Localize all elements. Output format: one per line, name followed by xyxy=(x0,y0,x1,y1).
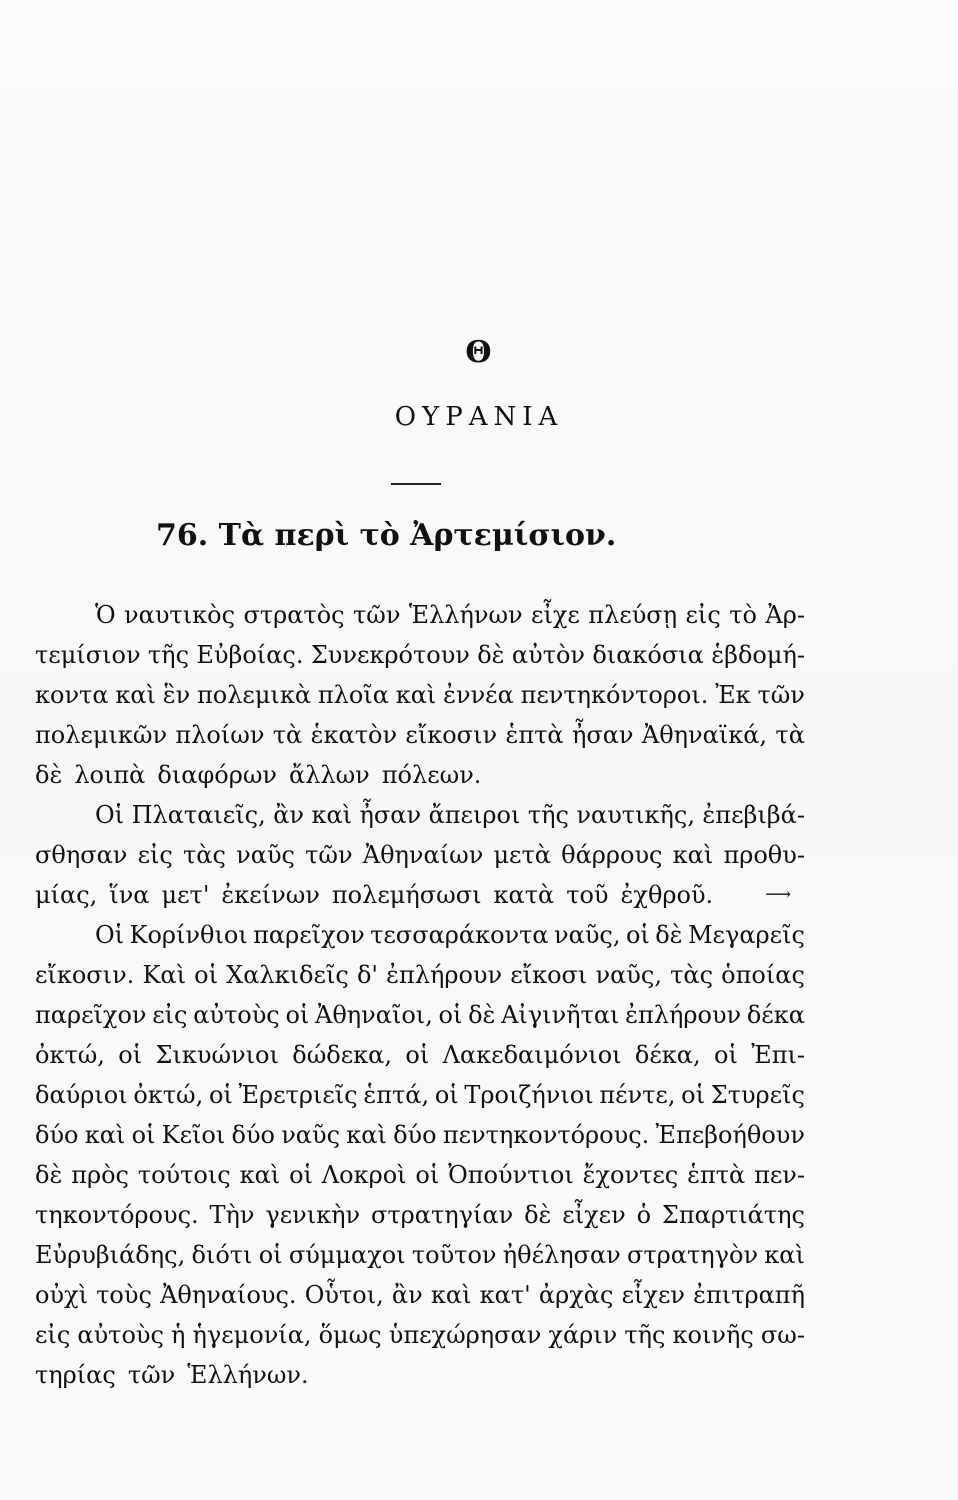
word: οἱ xyxy=(118,1041,143,1069)
word: Ἐκ xyxy=(715,681,751,709)
word: οὐχὶ xyxy=(35,1281,88,1309)
text-line xyxy=(35,635,805,675)
word: Ὁ xyxy=(95,601,116,629)
word: προθυ- xyxy=(723,841,805,869)
word: Ἀρ- xyxy=(765,601,805,629)
word: ἐπλήρουν xyxy=(625,1001,742,1029)
word: οἱ xyxy=(131,1121,156,1149)
word: Οἱ xyxy=(95,921,125,949)
word: δέκα xyxy=(746,1001,805,1029)
word: Τροιζήνιοι xyxy=(464,1081,594,1109)
word: διαφόρων xyxy=(157,761,277,789)
word: σύμμαχοι xyxy=(288,1241,406,1269)
word: ὅμως xyxy=(318,1321,382,1349)
word: τεμίσιον xyxy=(35,641,141,669)
text-line xyxy=(35,795,805,835)
word: ἐχθροῦ. xyxy=(620,881,714,909)
word: ἡ xyxy=(171,1321,186,1349)
word: καὶ xyxy=(239,1161,281,1189)
word: μετὰ xyxy=(493,841,551,869)
word: εἶχεν xyxy=(562,1201,626,1229)
word: καὶ xyxy=(115,681,156,709)
word: Οὗτοι, xyxy=(304,1281,384,1309)
word: τηρίας xyxy=(35,1361,116,1389)
word: παρεῖχον xyxy=(253,921,365,949)
word: ἀρχὰς xyxy=(538,1281,614,1309)
word: οἱ xyxy=(208,1081,233,1109)
word: ἦσαν xyxy=(571,721,634,749)
chapter-title: ΟΥΡΑΝΙΑ xyxy=(394,402,564,432)
word: Ἑλλήνων. xyxy=(187,1361,309,1389)
text-line xyxy=(35,1035,805,1075)
word: δαύριοι xyxy=(35,1081,128,1109)
word: τοὺς xyxy=(96,1281,152,1309)
word: Συνεκρότουν xyxy=(310,641,470,669)
title-rule xyxy=(391,483,441,485)
word: δὲ xyxy=(524,1201,552,1229)
word: τῆς xyxy=(527,801,569,829)
word: δὲ xyxy=(35,761,63,789)
word: ὀκτώ, xyxy=(35,1041,105,1069)
text-line xyxy=(35,1275,805,1315)
word: λοιπὰ xyxy=(74,761,146,789)
word: ἑπτά, xyxy=(363,1081,430,1109)
word: πολεμικὰ xyxy=(196,681,312,709)
word: μίας, xyxy=(35,881,98,909)
word: στρατηγίαν xyxy=(371,1201,514,1229)
word: πεντηκόντοροι. xyxy=(520,681,709,709)
word: Λακεδαιμόνιοι xyxy=(442,1041,622,1069)
chapter-letter: Θ xyxy=(465,335,493,370)
word: τοῦτον xyxy=(411,1241,497,1269)
word: καὶ xyxy=(346,1121,387,1149)
word: ἑβδομή- xyxy=(711,641,805,669)
word: διότι xyxy=(191,1241,253,1269)
word: Ὀπούντιοι xyxy=(448,1161,574,1189)
text-line xyxy=(35,995,805,1035)
word: σω- xyxy=(760,1321,805,1349)
word: εἶχεν xyxy=(621,1281,685,1309)
word: Τὴν xyxy=(209,1201,255,1229)
word: εἴκοσιν. xyxy=(35,961,135,989)
word: ἐπλήρουν xyxy=(386,961,503,989)
text-line xyxy=(35,755,805,795)
word: οἱ xyxy=(285,1001,310,1029)
word: ἐπιτραπῆ xyxy=(693,1281,805,1309)
word: θάρρους xyxy=(561,841,663,869)
word: ἡγεμονία, xyxy=(192,1321,312,1349)
text-line xyxy=(35,875,805,915)
word: κατ' xyxy=(479,1281,531,1309)
word: οἱ xyxy=(714,1041,738,1069)
word: δὲ xyxy=(468,1001,496,1029)
text-line xyxy=(35,835,805,875)
word: πεντηκοντόρους. xyxy=(442,1121,650,1149)
text-line xyxy=(35,915,805,955)
word: καὶ xyxy=(84,1121,126,1149)
word: Ἀθηναίους. xyxy=(160,1281,297,1309)
word: Κεῖοι xyxy=(161,1121,226,1149)
word: οἱ xyxy=(405,1041,430,1069)
word: τῆς xyxy=(147,641,190,669)
text-line xyxy=(35,1115,805,1155)
word: κοντα xyxy=(35,681,109,709)
word: τῶν xyxy=(127,1361,176,1389)
word: ὑπεχώρησαν xyxy=(388,1321,542,1349)
word: ἔχοντες xyxy=(582,1161,679,1189)
word: Αἰγινῆται xyxy=(501,1001,620,1029)
word: πλεύσῃ xyxy=(588,601,678,629)
word: ὁ xyxy=(636,1201,652,1229)
word: Λοκροὶ xyxy=(321,1161,407,1189)
word: Εὐβοίας. xyxy=(196,641,304,669)
word: δὲ xyxy=(35,1161,63,1189)
text-line xyxy=(35,1315,805,1355)
word: ἵνα xyxy=(109,881,150,909)
word: Ἐπι- xyxy=(751,1041,805,1069)
word: τηκοντόρους. xyxy=(35,1201,199,1229)
text-line xyxy=(35,1075,805,1115)
word: πρὸς xyxy=(71,1161,129,1189)
word: ἑπτὰ xyxy=(505,721,564,749)
word: τὰ xyxy=(272,721,303,749)
word: καὶ xyxy=(764,1241,805,1269)
word: ἐπεβιβά- xyxy=(702,801,805,829)
word: τὰς xyxy=(670,961,714,989)
word: Εὐρυβιάδης, xyxy=(35,1241,186,1269)
word: Ἀθηναϊκά, xyxy=(641,721,768,749)
word: ἄλλων xyxy=(288,761,370,789)
word: ἑπτὰ xyxy=(687,1161,746,1189)
word: ἦσαν xyxy=(359,801,422,829)
word: παρεῖχον xyxy=(35,1001,147,1029)
word: δὲ xyxy=(655,921,683,949)
word: οἱ xyxy=(415,1161,440,1189)
word: Κορίνθιοι xyxy=(129,921,248,949)
word: ἐκείνων xyxy=(221,881,320,909)
word: εἰς xyxy=(152,1001,188,1029)
word: δὲ xyxy=(477,641,505,669)
word: Μεγαρεῖς xyxy=(687,921,805,949)
word: εἰς xyxy=(685,601,721,629)
word: ὁποίας xyxy=(721,961,805,989)
word: Πλαταιεῖς, xyxy=(131,801,266,829)
word: Στυρεῖς xyxy=(710,1081,805,1109)
text-line xyxy=(35,595,805,635)
word: τούτοις xyxy=(137,1161,231,1189)
word: χάριν xyxy=(548,1321,618,1349)
word: δύο xyxy=(35,1121,79,1149)
word: εἴκοσι xyxy=(510,961,588,989)
word: ἑκατὸν xyxy=(310,721,398,749)
word: οἱ xyxy=(258,1241,283,1269)
word: οἱ xyxy=(434,1081,459,1109)
word: εἴκοσιν xyxy=(405,721,498,749)
word: δ' xyxy=(356,961,378,989)
word: αὐτὸν xyxy=(511,641,586,669)
word: Ἐπεβοήθουν xyxy=(655,1121,805,1149)
text-line xyxy=(35,1195,805,1235)
word: δύο xyxy=(393,1121,437,1149)
word: οἱ xyxy=(194,961,218,989)
word: ἠθέλησαν xyxy=(502,1241,621,1269)
text-line xyxy=(35,955,805,995)
text-line xyxy=(35,715,805,755)
word: ἐννέα xyxy=(443,681,514,709)
word: Σπαρτιάτης xyxy=(661,1201,805,1229)
word: πλοῖα xyxy=(317,681,389,709)
word: ναυτικῆς, xyxy=(576,801,695,829)
word: Καὶ xyxy=(142,961,186,989)
word: οἱ xyxy=(625,921,650,949)
word: τῆς xyxy=(624,1321,666,1349)
word: κοινῆς xyxy=(672,1321,754,1349)
text-line xyxy=(35,1355,805,1395)
word: πλοίων xyxy=(175,721,265,749)
word: πολεμικῶν xyxy=(35,721,168,749)
word: τοῦ xyxy=(566,881,609,909)
text-line xyxy=(35,675,805,715)
word: αὐτοὺς xyxy=(77,1321,164,1349)
word: Οἱ xyxy=(95,801,125,829)
word: Ἐρετριεῖς xyxy=(238,1081,358,1109)
word: πέντε, xyxy=(599,1081,676,1109)
word: ναῦς, xyxy=(554,921,621,949)
word: ἂν xyxy=(273,801,304,829)
word: τῶν xyxy=(353,601,401,629)
word: τὰ xyxy=(775,721,805,749)
word: πεν- xyxy=(754,1161,805,1189)
ornament-icon: ⟶ xyxy=(765,884,791,905)
word: καὶ xyxy=(672,841,714,869)
word: τὰς xyxy=(183,841,226,869)
word: πόλεων. xyxy=(381,761,482,789)
word: μετ' xyxy=(161,881,210,909)
word: καὶ xyxy=(430,1281,472,1309)
word: Χαλκιδεῖς xyxy=(226,961,349,989)
word: στρατηγὸν xyxy=(627,1241,759,1269)
word: Ἀθηναίων xyxy=(362,841,484,869)
word: Ἀθηναῖοι, xyxy=(314,1001,433,1029)
word: Ἑλλήνων xyxy=(408,601,523,629)
word: εἶχε xyxy=(531,601,580,629)
word: στρατὸς xyxy=(243,601,345,629)
word: οἱ xyxy=(438,1001,463,1029)
word: ἂν xyxy=(391,1281,423,1309)
word: ναῦς xyxy=(281,1121,341,1149)
word: δέκα, xyxy=(634,1041,701,1069)
word: ὀκτώ, xyxy=(133,1081,204,1109)
word: γενικὴν xyxy=(265,1201,361,1229)
word: Σικυώνιοι xyxy=(155,1041,279,1069)
word: ναῦς xyxy=(236,841,295,869)
word: κατὰ xyxy=(493,881,555,909)
section-heading: 76. Τὰ περὶ τὸ Ἀρτεμίσιον. xyxy=(156,518,617,553)
body-text xyxy=(35,595,805,1395)
word: διακόσια xyxy=(592,641,704,669)
word: ἄπειροι xyxy=(428,801,521,829)
word: τὸ xyxy=(729,601,757,629)
word: ναῦς, xyxy=(595,961,662,989)
word: τεσσαράκοντα xyxy=(370,921,549,949)
word: εἰς xyxy=(137,841,173,869)
word: καὶ xyxy=(311,801,353,829)
word: αὐτοὺς xyxy=(193,1001,280,1029)
word: ἓν xyxy=(162,681,191,709)
text-line xyxy=(35,1155,805,1195)
word: δύο xyxy=(231,1121,275,1149)
word: πολεμήσωσι xyxy=(331,881,482,909)
word: σθησαν xyxy=(35,841,128,869)
word: οἱ xyxy=(681,1081,706,1109)
word: καὶ xyxy=(395,681,437,709)
word: οἱ xyxy=(289,1161,313,1189)
word: δώδεκα, xyxy=(292,1041,393,1069)
word: τῶν xyxy=(305,841,353,869)
word: εἰς xyxy=(35,1321,71,1349)
word: ναυτικὸς xyxy=(124,601,236,629)
text-line xyxy=(35,1235,805,1275)
word: τῶν xyxy=(757,681,805,709)
